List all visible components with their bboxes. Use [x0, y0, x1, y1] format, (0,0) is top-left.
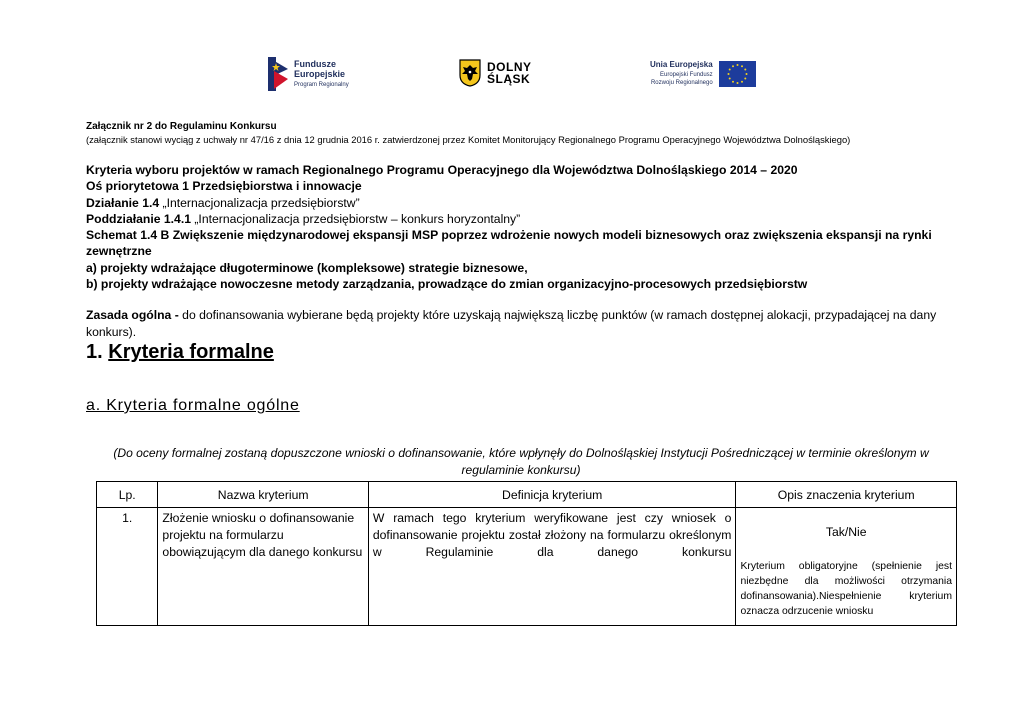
- cell-lp: 1.: [97, 508, 158, 626]
- dolny-slask-eagle-icon: [459, 59, 481, 87]
- criteria-table: [96, 481, 957, 626]
- cell-definicja: W ramach tego kryterium weryfikowane jest czy wniosek o dofinansowanie projektu został złożony na formularzu określonym w Regulaminie dla danego konkursu: [368, 508, 736, 626]
- subsection-heading: a. Kryteria formalne ogólne: [86, 397, 300, 414]
- criteria-headlines: [86, 162, 946, 292]
- principle-text: do dofinansowania wybierane będą projekty które uzyskają największą liczbę punktów (w ramach dostępnej alokacji, przypadającej na dany konkurs).: [86, 308, 937, 339]
- general-principle: [86, 307, 956, 340]
- fundusze-europejskie-logo: [268, 57, 349, 91]
- ue-line2: Europejski Fundusz: [659, 72, 713, 78]
- header-lp: Lp.: [97, 482, 158, 508]
- dolny-slask-logo: [459, 59, 532, 87]
- measure-value: „Internacjonalizacja przedsiębiorstw”: [162, 195, 360, 210]
- section-heading-formal: [86, 341, 274, 364]
- annex-title: Załącznik nr 2 do Regulaminu Konkursu: [86, 121, 277, 132]
- table-row: [97, 508, 957, 626]
- fundusze-line1: Fundusze: [294, 58, 336, 69]
- section-title: Kryteria formalne: [108, 341, 274, 363]
- scheme-line: Schemat 1.4 B Zwiększenie międzynarodowej ekspansji MSP poprzez wdrożenie nowych modeli biznesowych oraz zwiększenia ekspansji na rynki zewnętrzne: [86, 228, 932, 259]
- fundusze-flag-icon: [268, 57, 288, 91]
- table-header-row: [97, 482, 957, 508]
- obligatory-description: Kryterium obligatoryjne (spełnienie jest niezbędne dla możliwości otrzymania dofinansowania).Niespełnienie kryterium oznacza odrzucenie wniosku: [740, 561, 952, 617]
- fundusze-line3: Program Regionalny: [294, 81, 349, 88]
- unia-europejska-logo: [650, 61, 756, 87]
- logo-bar: [0, 55, 1024, 95]
- fundusze-line2: Europejskie: [294, 68, 346, 79]
- submeasure-value: „Internacjonalizacja przedsiębiorstw – konkurs horyzontalny”: [194, 211, 521, 226]
- priority-axis: Oś priorytetowa 1 Przedsiębiorstwa i innowacje: [86, 179, 362, 194]
- annex-note: (załącznik stanowi wyciąg z uchwały nr 47/16 z dnia 12 grudnia 2016 r. zatwierdzonej przez Komitet Monitorujący Regionalnego Programu Operacyjnego Województwa Dolnośląskiego): [86, 134, 851, 145]
- header-nazwa: Nazwa kryterium: [158, 482, 368, 508]
- principle-label: Zasada ogólna -: [86, 308, 183, 322]
- eu-flag-icon: [719, 61, 756, 87]
- ue-line1: Unia Europejska: [650, 60, 713, 69]
- header-opis: Opis znaczenia kryterium: [736, 482, 957, 508]
- intro-note: (Do oceny formalnej zostaną dopuszczone wnioski o dofinansowanie, które wpłynęły do Dolnośląskiej Instytucji Pośredniczącej w terminie określonym w regulaminie konkursu): [113, 446, 929, 477]
- program-title: Kryteria wyboru projektów w ramach Regionalnego Programu Operacyjnego dla Województwa Dolnośląskiego 2014 – 2020: [86, 163, 798, 177]
- measure-line: [86, 195, 946, 211]
- section-number: 1.: [86, 341, 109, 363]
- dolny-slask-line1: DOLNY: [487, 60, 532, 74]
- ue-line3: Rozwoju Regionalnego: [650, 80, 713, 86]
- measure-label: Działanie 1.4: [86, 195, 163, 210]
- submeasure-line: [86, 211, 946, 227]
- tak-nie-value: Tak/Nie: [825, 525, 867, 539]
- dolny-slask-line2: ŚLĄSK: [487, 72, 531, 86]
- header-definicja: Definicja kryterium: [368, 482, 736, 508]
- cell-nazwa: Złożenie wniosku o dofinansowanie projektu na formularzu obowiązującym dla danego konkursu: [158, 508, 368, 626]
- submeasure-label: Poddziałanie 1.4.1: [86, 211, 195, 226]
- project-type-a: a) projekty wdrażające długoterminowe (kompleksowe) strategie biznesowe,: [86, 260, 528, 275]
- project-type-b: b) projekty wdrażające nowoczesne metody zarządzania, prowadzące do zmian organizacyjno-procesowych przedsiębiorstw: [86, 277, 808, 292]
- cell-opis: [736, 508, 957, 626]
